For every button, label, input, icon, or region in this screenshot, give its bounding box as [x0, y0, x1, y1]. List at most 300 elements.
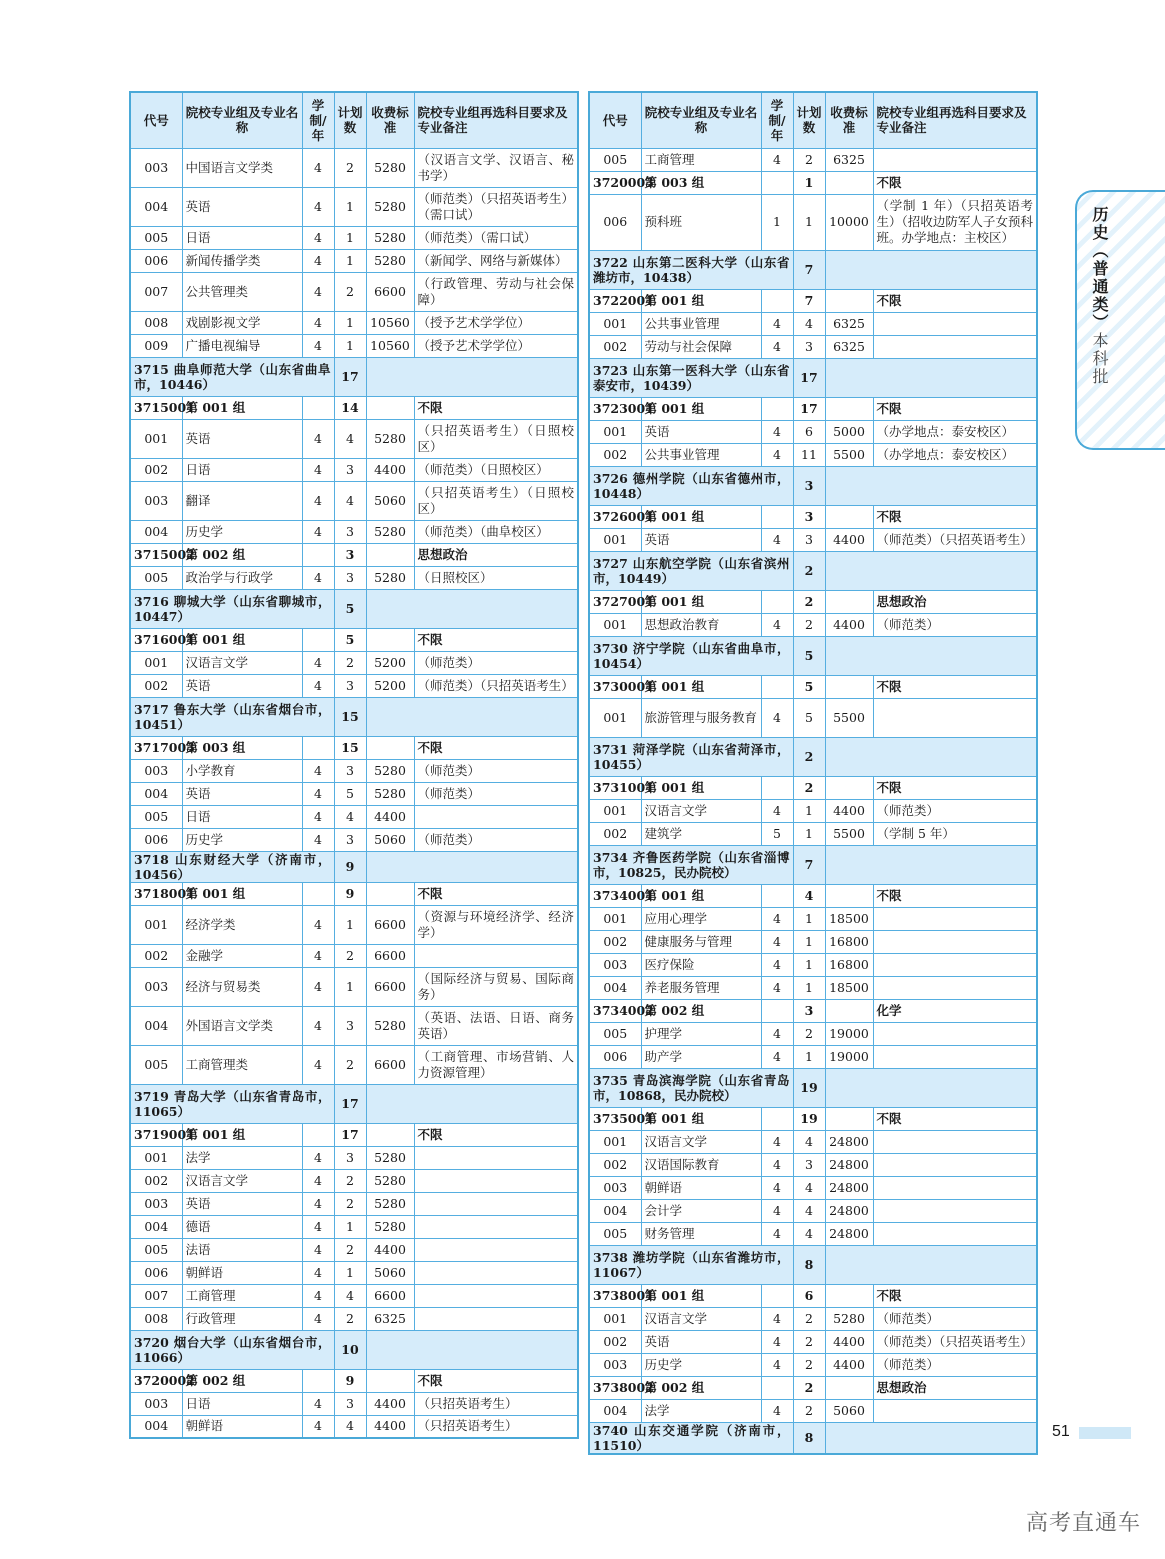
major-plan: 1: [793, 194, 825, 250]
group-code: 3730001: [589, 675, 641, 698]
group-years: [761, 776, 793, 799]
major-note: （办学地点：泰安校区）: [873, 420, 1037, 443]
major-note: [873, 1022, 1037, 1045]
major-plan: 2: [334, 1045, 366, 1084]
major-years: 1: [761, 194, 793, 250]
major-note: （师范类）（只招英语考生）（需口试）: [414, 187, 578, 226]
major-row: [130, 566, 578, 589]
major-plan: 2: [334, 1192, 366, 1215]
major-row: [130, 520, 578, 543]
school-row: [589, 1068, 1037, 1107]
major-code: 001: [589, 1130, 641, 1153]
major-name: 历史学: [182, 520, 302, 543]
group-years: [761, 505, 793, 528]
group-name: 第 001 组: [182, 628, 302, 651]
major-fee: 10000: [825, 194, 873, 250]
major-fee: 5500: [825, 698, 873, 737]
section-side-tab: [1075, 190, 1165, 450]
header-name: 院校专业组及专业名称: [641, 92, 761, 148]
major-name: 汉语言文学: [182, 651, 302, 674]
group-years: [761, 1284, 793, 1307]
major-fee: 6325: [825, 148, 873, 171]
school-name: 3735 青岛滨海学院（山东省青岛市，10868，民办院校）: [589, 1068, 793, 1107]
major-fee: 10560: [366, 311, 414, 334]
major-fee: 6325: [825, 312, 873, 335]
major-note: （资源与环境经济学、经济学）: [414, 905, 578, 944]
major-plan: 2: [334, 1238, 366, 1261]
major-name: 公共事业管理: [641, 443, 761, 466]
group-code: 3731001: [589, 776, 641, 799]
group-code: 3720003: [589, 171, 641, 194]
major-note: [873, 312, 1037, 335]
major-code: 003: [130, 148, 182, 187]
group-name: 第 001 组: [641, 289, 761, 312]
school-row: [589, 466, 1037, 505]
major-fee: 5060: [366, 828, 414, 851]
major-row: [130, 1146, 578, 1169]
major-fee: 5060: [366, 481, 414, 520]
school-extra: [825, 250, 1037, 289]
major-code: 001: [130, 905, 182, 944]
group-code: 3734001: [589, 884, 641, 907]
major-row: [589, 420, 1037, 443]
major-code: 001: [589, 799, 641, 822]
group-fee: [825, 1376, 873, 1399]
table-body-right: [589, 148, 1037, 1454]
major-years: 4: [761, 335, 793, 358]
school-plan: 8: [793, 1245, 825, 1284]
major-note: （工商管理、市场营销、人力资源管理）: [414, 1045, 578, 1084]
major-years: 4: [761, 1353, 793, 1376]
major-row: [589, 1399, 1037, 1422]
major-fee: 5280: [366, 249, 414, 272]
major-code: 002: [589, 1153, 641, 1176]
group-fee: [825, 171, 873, 194]
major-note: [873, 1222, 1037, 1245]
school-extra: [825, 466, 1037, 505]
school-row: [130, 697, 578, 736]
header-plan: 计划数: [793, 92, 825, 148]
major-code: 007: [130, 272, 182, 311]
group-code: 3726001: [589, 505, 641, 528]
group-fee: [825, 397, 873, 420]
major-row: [130, 1006, 578, 1045]
major-plan: 1: [793, 930, 825, 953]
major-note: （师范类）: [414, 828, 578, 851]
major-name: 德语: [182, 1215, 302, 1238]
major-plan: 1: [334, 967, 366, 1006]
major-years: 4: [302, 805, 334, 828]
major-row: [589, 148, 1037, 171]
school-extra: [825, 1068, 1037, 1107]
school-name: 3716 聊城大学（山东省聊城市，10447）: [130, 589, 334, 628]
school-row: [130, 851, 578, 882]
major-note: [414, 1215, 578, 1238]
major-note: （师范类）（日照校区）: [414, 458, 578, 481]
school-plan: 9: [334, 851, 366, 882]
major-name: 法学: [182, 1146, 302, 1169]
group-name: 第 002 组: [182, 1369, 302, 1392]
school-row: [589, 358, 1037, 397]
group-years: [302, 628, 334, 651]
major-plan: 1: [793, 907, 825, 930]
major-name: 朝鲜语: [182, 1261, 302, 1284]
major-note: （授予艺术学学位）: [414, 334, 578, 357]
group-row: [130, 396, 578, 419]
school-extra: [366, 697, 578, 736]
major-code: 008: [130, 1307, 182, 1330]
major-name: 外国语言文学类: [182, 1006, 302, 1045]
major-note: （只招英语考生）: [414, 1392, 578, 1415]
group-code: 3716001: [130, 628, 182, 651]
major-code: 005: [130, 805, 182, 828]
major-years: 4: [302, 1307, 334, 1330]
school-name: 3723 山东第一医科大学（山东省泰安市，10439）: [589, 358, 793, 397]
major-code: 001: [130, 419, 182, 458]
group-years: [302, 882, 334, 905]
group-plan: 19: [793, 1107, 825, 1130]
group-name: 第 001 组: [182, 396, 302, 419]
major-code: 005: [130, 566, 182, 589]
major-years: 4: [761, 148, 793, 171]
major-note: （师范类）: [873, 1307, 1037, 1330]
school-plan: 7: [793, 845, 825, 884]
major-plan: 2: [793, 1399, 825, 1422]
major-plan: 4: [793, 1199, 825, 1222]
group-plan: 6: [793, 1284, 825, 1307]
major-years: 4: [302, 334, 334, 357]
major-years: 4: [302, 458, 334, 481]
school-extra: [366, 589, 578, 628]
group-requirement: 思想政治: [414, 543, 578, 566]
major-years: 4: [302, 828, 334, 851]
group-name: 第 001 组: [182, 882, 302, 905]
major-fee: 6600: [366, 967, 414, 1006]
major-name: 工商管理类: [182, 1045, 302, 1084]
major-row: [589, 1199, 1037, 1222]
major-plan: 3: [334, 566, 366, 589]
group-row: [589, 289, 1037, 312]
major-plan: 1: [793, 822, 825, 845]
group-code: 3723001: [589, 397, 641, 420]
major-row: [130, 1284, 578, 1307]
major-plan: 4: [334, 419, 366, 458]
major-row: [130, 828, 578, 851]
major-code: 003: [130, 481, 182, 520]
major-row: [589, 1153, 1037, 1176]
major-code: 001: [130, 651, 182, 674]
subject-label: 历史: [1090, 206, 1109, 242]
major-name: 日语: [182, 458, 302, 481]
school-row: [589, 551, 1037, 590]
major-row: [130, 1045, 578, 1084]
group-fee: [825, 999, 873, 1022]
major-row: [589, 528, 1037, 551]
major-name: 汉语言文学: [641, 1307, 761, 1330]
major-name: 金融学: [182, 944, 302, 967]
major-row: [130, 1169, 578, 1192]
major-fee: 24800: [825, 1153, 873, 1176]
major-note: （师范类）: [414, 651, 578, 674]
major-row: [130, 1415, 578, 1438]
group-years: [761, 1376, 793, 1399]
major-row: [589, 953, 1037, 976]
major-fee: 4400: [366, 805, 414, 828]
major-row: [130, 187, 578, 226]
major-fee: 5280: [366, 226, 414, 249]
major-name: 历史学: [182, 828, 302, 851]
major-name: 历史学: [641, 1353, 761, 1376]
school-name: 3719 青岛大学（山东省青岛市，11065）: [130, 1084, 334, 1123]
school-name: 3722 山东第二医科大学（山东省潍坊市，10438）: [589, 250, 793, 289]
major-plan: 4: [334, 1284, 366, 1307]
group-plan: 15: [334, 736, 366, 759]
major-name: 中国语言文学类: [182, 148, 302, 187]
group-name: 第 002 组: [641, 999, 761, 1022]
group-row: [589, 171, 1037, 194]
header-note: 院校专业组再选科目要求及专业备注: [873, 92, 1037, 148]
major-fee: 5280: [366, 148, 414, 187]
header-code: 代号: [589, 92, 641, 148]
major-plan: 3: [334, 1146, 366, 1169]
group-requirement: 不限: [873, 289, 1037, 312]
major-code: 001: [589, 312, 641, 335]
group-requirement: 不限: [873, 776, 1037, 799]
major-row: [130, 481, 578, 520]
major-note: （行政管理、劳动与社会保障）: [414, 272, 578, 311]
major-plan: 2: [334, 148, 366, 187]
major-name: 朝鲜语: [641, 1176, 761, 1199]
major-name: 英语: [182, 782, 302, 805]
major-name: 英语: [182, 419, 302, 458]
major-fee: 5200: [366, 674, 414, 697]
group-plan: 4: [793, 884, 825, 907]
major-code: 002: [589, 930, 641, 953]
major-note: [873, 698, 1037, 737]
major-note: （师范类）: [873, 1353, 1037, 1376]
major-years: 4: [761, 953, 793, 976]
major-fee: 4400: [825, 1353, 873, 1376]
major-name: 工商管理: [182, 1284, 302, 1307]
group-name: 第 001 组: [182, 1123, 302, 1146]
header-fee: 收费标准: [825, 92, 873, 148]
major-plan: 1: [334, 1261, 366, 1284]
major-plan: 3: [793, 335, 825, 358]
group-fee: [825, 505, 873, 528]
major-row: [130, 782, 578, 805]
group-fee: [825, 776, 873, 799]
major-fee: 5200: [366, 651, 414, 674]
major-note: [873, 1153, 1037, 1176]
group-plan: 1: [793, 171, 825, 194]
major-fee: 5060: [825, 1399, 873, 1422]
school-name: 3730 济宁学院（山东省曲阜市，10454）: [589, 636, 793, 675]
group-plan: 9: [334, 882, 366, 905]
major-years: 4: [302, 148, 334, 187]
school-name: 3726 德州学院（山东省德州市，10448）: [589, 466, 793, 505]
admission-table-left: [129, 91, 579, 1439]
major-name: 小学教育: [182, 759, 302, 782]
group-years: [761, 171, 793, 194]
major-row: [130, 458, 578, 481]
major-years: 4: [302, 566, 334, 589]
major-plan: 1: [334, 226, 366, 249]
major-fee: 5280: [825, 1307, 873, 1330]
major-fee: 5500: [825, 443, 873, 466]
major-plan: 2: [334, 1307, 366, 1330]
group-fee: [366, 628, 414, 651]
major-plan: 2: [793, 1353, 825, 1376]
group-years: [761, 999, 793, 1022]
group-requirement: 不限: [873, 1284, 1037, 1307]
major-code: 003: [130, 967, 182, 1006]
group-years: [761, 289, 793, 312]
major-name: 日语: [182, 805, 302, 828]
major-code: 002: [589, 335, 641, 358]
major-plan: 1: [334, 1215, 366, 1238]
group-requirement: 不限: [873, 1107, 1037, 1130]
major-plan: 3: [334, 674, 366, 697]
group-years: [761, 884, 793, 907]
major-code: 004: [130, 187, 182, 226]
major-note: [414, 1284, 578, 1307]
group-plan: 3: [793, 505, 825, 528]
major-note: [414, 944, 578, 967]
major-note: [414, 1261, 578, 1284]
major-note: （师范类）: [873, 613, 1037, 636]
major-row: [589, 907, 1037, 930]
group-requirement: 不限: [873, 884, 1037, 907]
major-name: 护理学: [641, 1022, 761, 1045]
group-row: [130, 543, 578, 566]
group-code: 3719001: [130, 1123, 182, 1146]
group-name: 第 001 组: [641, 397, 761, 420]
major-years: 4: [302, 1261, 334, 1284]
major-name: 政治学与行政学: [182, 566, 302, 589]
school-extra: [825, 845, 1037, 884]
major-note: （学制 1 年）（只招英语考生）（招收边防军人子女预科班。办学地点：主校区）: [873, 194, 1037, 250]
major-years: 4: [761, 930, 793, 953]
major-code: 001: [130, 1146, 182, 1169]
major-name: 旅游管理与服务教育: [641, 698, 761, 737]
school-name: 3727 山东航空学院（山东省滨州市，10449）: [589, 551, 793, 590]
group-requirement: 化学: [873, 999, 1037, 1022]
group-code: 3738001: [589, 1284, 641, 1307]
major-fee: 5280: [366, 187, 414, 226]
major-years: 4: [302, 187, 334, 226]
major-years: 4: [302, 481, 334, 520]
major-fee: 6600: [366, 944, 414, 967]
major-name: 法学: [641, 1399, 761, 1422]
major-name: 健康服务与管理: [641, 930, 761, 953]
school-extra: [366, 357, 578, 396]
major-fee: 18500: [825, 976, 873, 999]
major-code: 001: [589, 528, 641, 551]
major-years: 4: [302, 1045, 334, 1084]
major-years: 4: [761, 1222, 793, 1245]
major-plan: 1: [334, 905, 366, 944]
school-row: [589, 1422, 1037, 1454]
section-tab-text: [1091, 206, 1111, 386]
major-code: 002: [589, 822, 641, 845]
major-note: （英语、法语、日语、商务英语）: [414, 1006, 578, 1045]
major-years: 4: [302, 226, 334, 249]
header-fee: 收费标准: [366, 92, 414, 148]
major-fee: 6600: [366, 1284, 414, 1307]
major-row: [589, 1222, 1037, 1245]
major-years: 4: [302, 1006, 334, 1045]
major-plan: 11: [793, 443, 825, 466]
major-years: 4: [761, 1199, 793, 1222]
major-note: [873, 930, 1037, 953]
major-row: [589, 1353, 1037, 1376]
major-plan: 1: [334, 249, 366, 272]
major-fee: 10560: [366, 334, 414, 357]
group-fee: [825, 1107, 873, 1130]
group-name: 第 002 组: [641, 1376, 761, 1399]
group-plan: 7: [793, 289, 825, 312]
group-requirement: 不限: [873, 675, 1037, 698]
header-years: 学制/年: [761, 92, 793, 148]
group-requirement: 不限: [414, 396, 578, 419]
group-years: [761, 590, 793, 613]
major-note: （师范类）: [873, 799, 1037, 822]
group-code: 3727001: [589, 590, 641, 613]
group-years: [302, 1123, 334, 1146]
school-name: 3731 菏泽学院（山东省菏泽市，10455）: [589, 737, 793, 776]
major-name: 英语: [182, 1192, 302, 1215]
group-plan: 2: [793, 776, 825, 799]
major-years: 4: [761, 528, 793, 551]
school-plan: 8: [793, 1422, 825, 1454]
group-plan: 17: [793, 397, 825, 420]
group-code: 3738002: [589, 1376, 641, 1399]
major-name: 劳动与社会保障: [641, 335, 761, 358]
major-fee: 5280: [366, 759, 414, 782]
major-note: [414, 1192, 578, 1215]
group-years: [302, 1369, 334, 1392]
major-plan: 5: [793, 698, 825, 737]
major-row: [589, 930, 1037, 953]
major-code: 002: [130, 1169, 182, 1192]
school-plan: 5: [334, 589, 366, 628]
major-name: 医疗保险: [641, 953, 761, 976]
group-name: 第 003 组: [641, 171, 761, 194]
major-row: [130, 1307, 578, 1330]
major-plan: 2: [334, 944, 366, 967]
major-note: （师范类）（曲阜校区）: [414, 520, 578, 543]
major-fee: 5280: [366, 782, 414, 805]
major-years: 4: [761, 1022, 793, 1045]
major-fee: 5280: [366, 1146, 414, 1169]
major-years: 4: [761, 1307, 793, 1330]
school-row: [589, 636, 1037, 675]
major-fee: 16800: [825, 930, 873, 953]
major-note: （只招英语考生）: [414, 1415, 578, 1438]
group-years: [302, 736, 334, 759]
major-note: [873, 1199, 1037, 1222]
major-plan: 2: [793, 148, 825, 171]
major-code: 004: [130, 1006, 182, 1045]
major-fee: 5280: [366, 419, 414, 458]
type-label: （普通类）: [1090, 242, 1109, 332]
major-code: 008: [130, 311, 182, 334]
group-requirement: 不限: [414, 882, 578, 905]
group-fee: [366, 882, 414, 905]
major-fee: 18500: [825, 907, 873, 930]
major-name: 应用心理学: [641, 907, 761, 930]
major-note: [414, 805, 578, 828]
